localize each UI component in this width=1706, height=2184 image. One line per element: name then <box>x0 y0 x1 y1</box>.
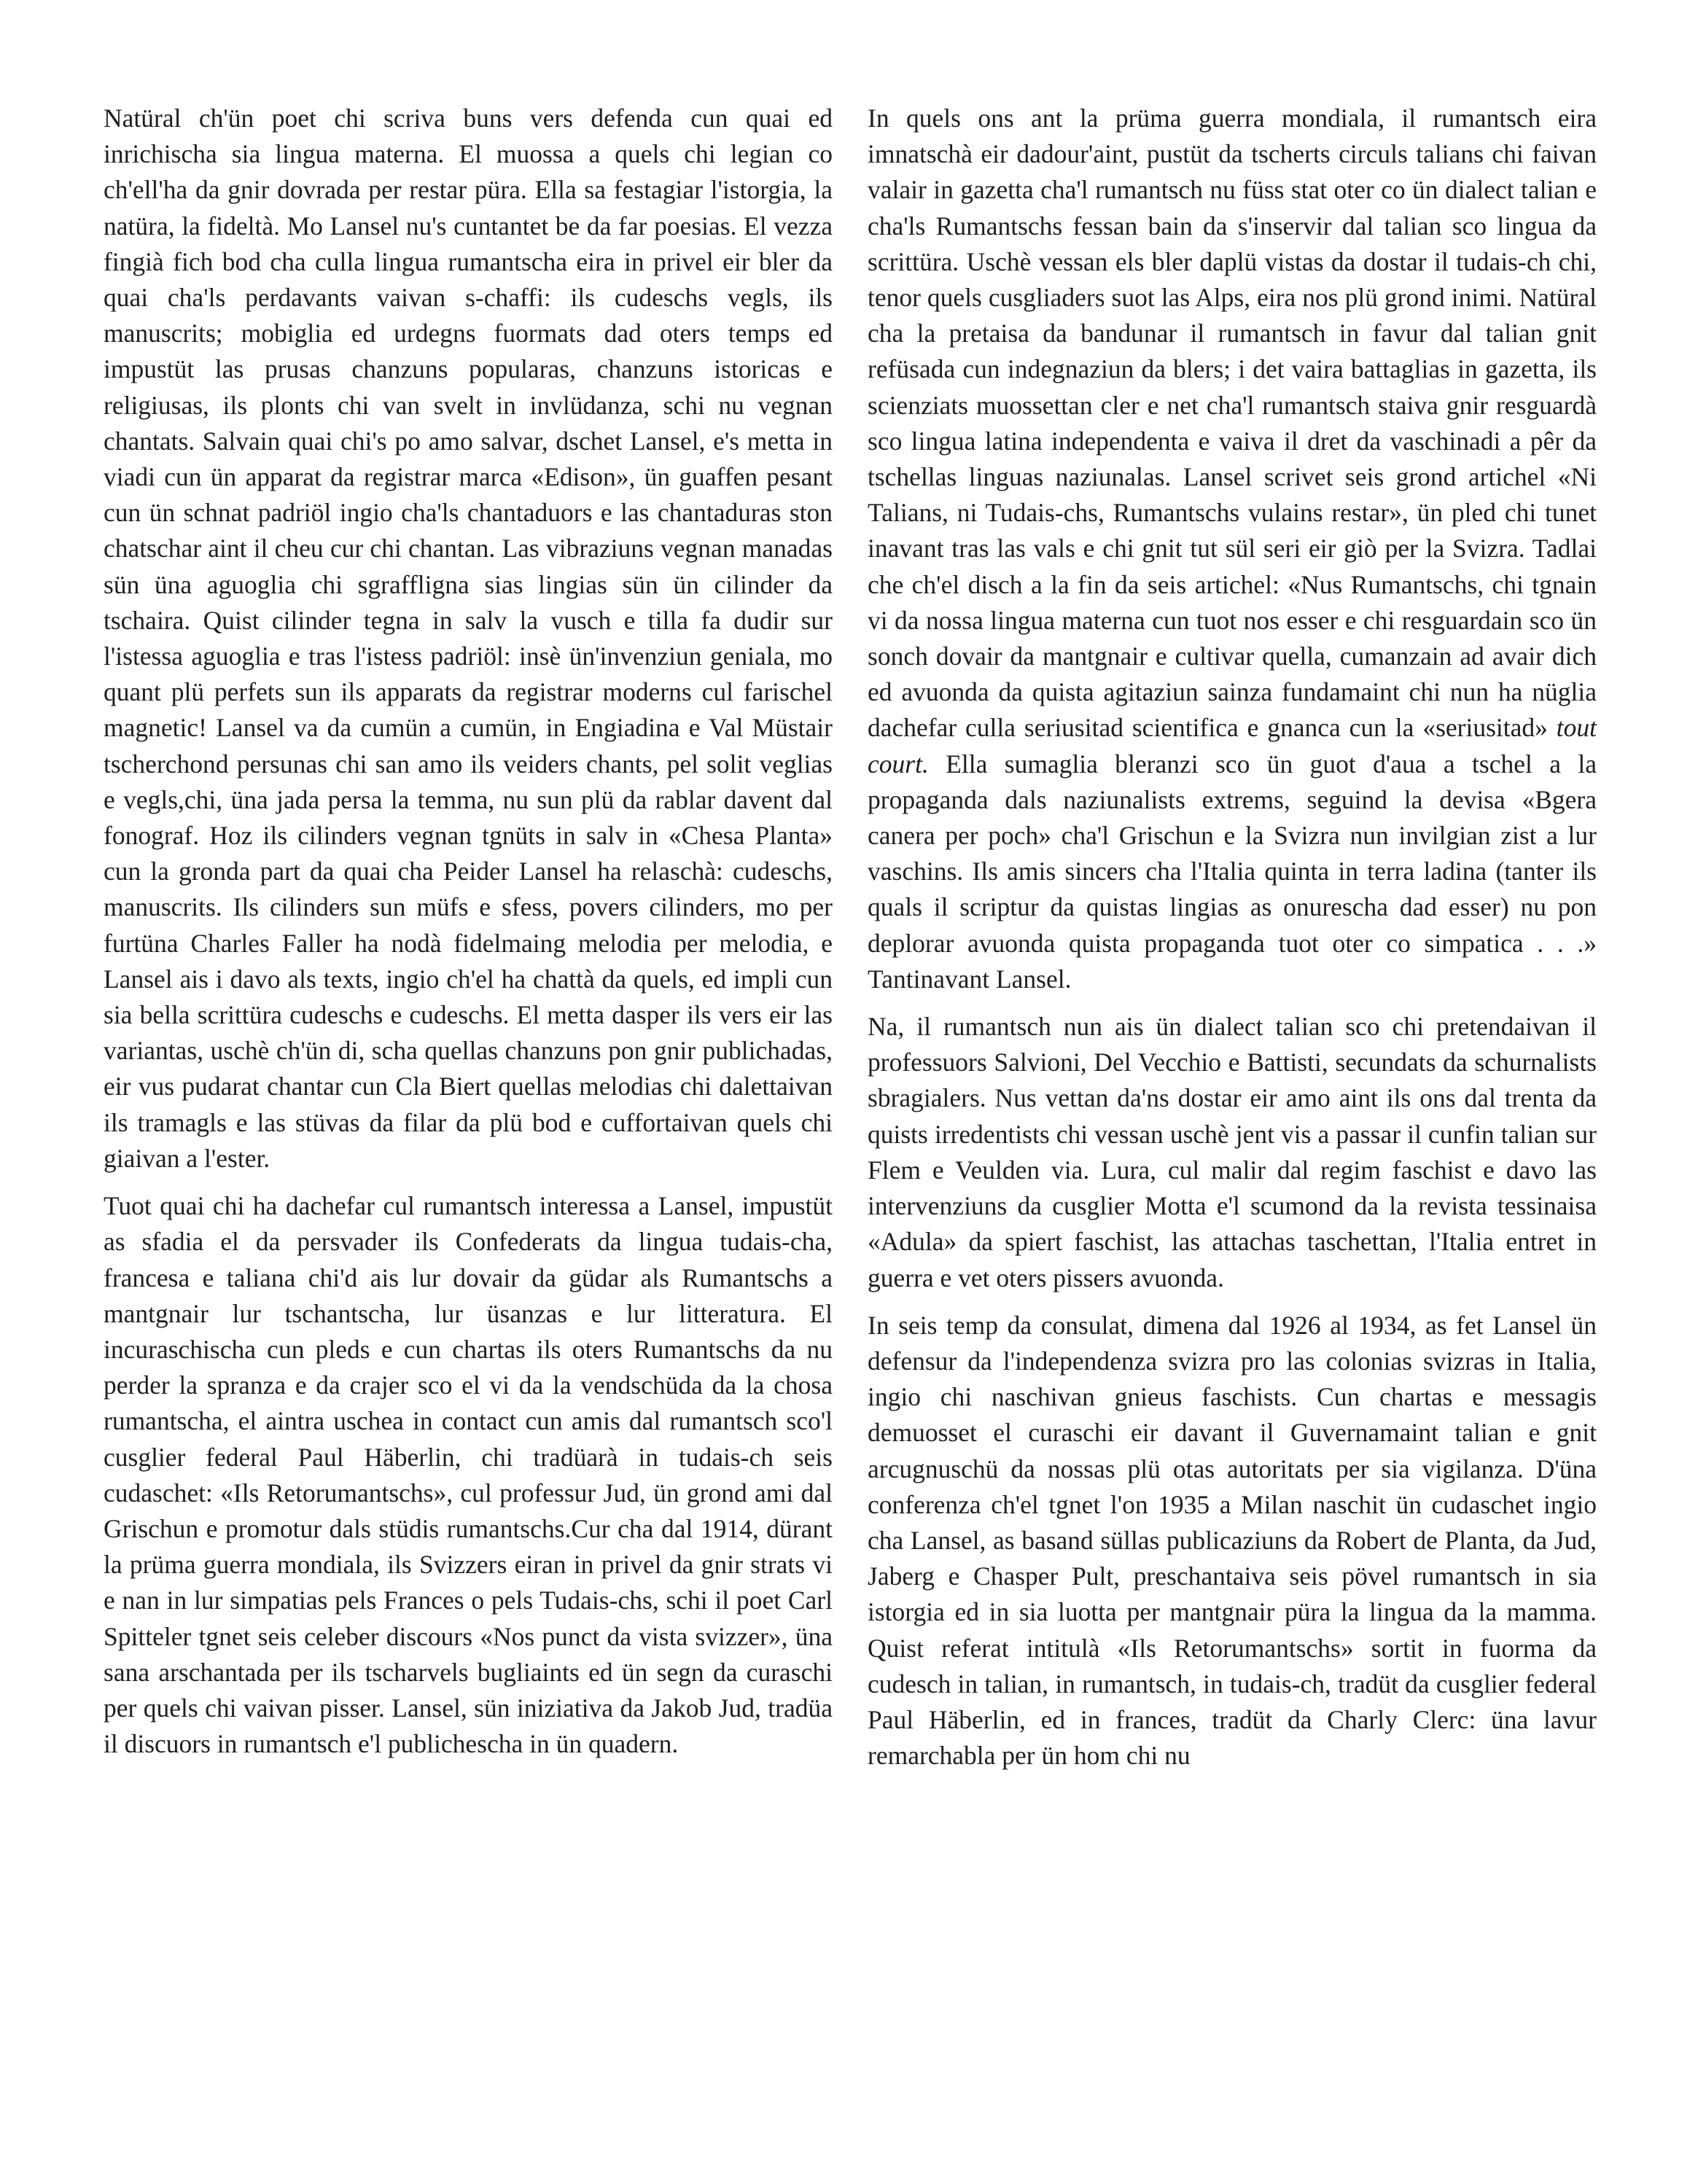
paragraph-irredentism <box>868 101 1597 997</box>
italic-phrase: tout court. <box>868 713 1597 779</box>
right-text-column <box>868 101 1597 1785</box>
left-text-column <box>104 101 833 1774</box>
paragraph-consulate: In seis temp da consulat, dimena dal 1926 al 1934, as fet Lansel ün defensur da l'independenza svizra pro las colonias svizras in Italia, ingio chi naschivan gnieus faschists. Cun chartas e messagis demuosset el curaschi eir davant il Guvernamaint talian e gnit arcugnuschü da nossas plü otas autoritats per sia vigilanza. D'üna conferenza ch'el tgnet l'on 1935 a Milan naschit ün cudaschet ingio cha Lansel, as basand süllas publicaziuns da Robert de Planta, da Jud, Jaberg e Chasper Pult, preschantaiva seis pövel rumantsch in sia istorgia ed in sia luotta per mantgnair püra la lingua da la mamma. Quist referat intitulà «Ils Retorumantschs» sortit in fuorma da cudesch in talian, in rumantsch, in tudais-ch, tradüt da cusglier federal Paul Häberlin, ed in frances, tradüt da Charly Clerc: üna lavur remarchabla per ün hom chi nu <box>868 1310 1597 1771</box>
paragraph-dialect-dispute: Na, il rumantsch nun ais ün dialect talian sco chi pretendaivan il professuors Salvioni, Del Vecchio e Battisti, secundats da schurnalists sbragialers. Nus vettan da'ns dostar eir amo aint ils ons dal trenta da quists irredentists chi vessan uschè jent vis a passar il cunfin talian sur Flem e Veulden via. Lura, cul malir dal regim faschist e davo las intervenziuns da cusglier Motta e'l scumond da la revista tessinaisa «Adula» da spiert faschist, las attachas taschettan, l'Italia entret in guerra e vet oters pissers avuonda. <box>868 1012 1597 1292</box>
paragraph-lansel-confederates: Tuot quai chi ha dachefar cul rumantsch interessa a Lansel, impustüt as sfadia el da persvader ils Confederats da lingua tudais-cha, francesa e taliana chi'd ais lur dovair da güdar als Rumantschs a mantgnair lur tschantscha, lur üsanzas e lur litteratura. El incuraschischa cun pleds e cun chartas ils oters Rumantschs da nu perder la spranza e da crajer sco el vi da la vendschüda da la chosa rumantscha, el aintra uschea in contact cun amis dal rumantsch sco'l cusglier federal Paul Häberlin, chi tradüarà in tudais-ch seis cudaschet: «Ils Retorumantschs», cul professur Jud, ün grond ami dal Grischun e promotur dals stüdis rumantschs.Cur cha dal 1914, dürant la prüma guerra mondiala, ils Svizzers eiran in privel da gnir strats vi e nan in lur simpatias pels Frances o pels Tudais-chs, schi il poet Carl Spitteler tgnet seis celeber discours «Nos punct da vista svizzer», üna sana arschantada per ils tscharvels bugliaints ed ün segn da curaschi per quels chi vaivan pisser. Lansel, sün iniziativa da Jakob Jud, tradüa il discuors in rumantsch e'l publichescha in ün quadern. <box>104 1191 833 1759</box>
paragraph-text: In quels ons ant la prüma guerra mondiala, il rumantsch eira imnatschà eir dadour'aint, pustüt da tscherts circuls talians chi faivan valair in gazetta cha'l rumantsch nu füss stat oter co ün dialect talian e cha'ls Rumantschs fessan bain da s'inservir dal talian sco lingua da scrittüra. Uschè vessan els bler daplü vistas da dostar il tudais-ch chi, tenor quels cusgliaders suot las Alps, eira nos plü grond inimi. Natüral cha la pretaisa da bandunar il rumantsch in favur dal talian gnit refüsada cun indegnaziun da blers; i det vaira battaglias in gazetta, ils scienziats muossettan cler e net cha'l rumantsch staiva gnir resguardà sco lingua latina independenta e vaiva il dret da vaschinadi a pêr da tschellas linguas naziunalas. Lansel scrivet seis grond artichel «Ni Talians, ni Tudais-chs, Rumantschs vulains restar», ün pled chi tunet inavant tras las vals e chi gnit tut sül seri eir giò per la Svizra. Tadlai che ch'el disch a la fin da seis artichel: «Nus Rumantschs, chi tgnain vi da nossa lingua materna cun tuot nos esser e chi resguardain sco ün sonch dovair da mantgnair e cultivar quella, cumanzain ad avair dich ed avuonda da quista agitaziun sainza fundamaint chi nun ha nüglia dachefar culla seriusitad scientifica e gnanca cun la «seriusitad» <box>868 104 1597 743</box>
paragraph-lansel-recordings: Natüral ch'ün poet chi scriva buns vers defenda cun quai ed inrichischa sia lingua materna. El muossa a quels chi legian co ch'ell'ha da gnir dovrada per restar püra. Ella sa festagiar l'istorgia, la natüra, la fideltà. Mo Lansel nu's cuntantet be da far poesias. El vezza fingià fich bod cha culla lingua rumantscha eira in privel eir bler da quai cha'ls perdavants vaivan s-chaffi: ils cudeschs vegls, ils manuscrits; mobiglia ed urdegns fuormats dad oters temps ed impustüt las prusas chanzuns popularas, chanzuns istoricas e religiusas, ils plonts chi van svelt in invlüdanza, schi nu vegnan chantats. Salvain quai chi's po amo salvar, dschet Lansel, e's metta in viadi cun ün apparat da registrar marca «Edison», ün guaffen pesant cun ün schnat padriöl ingio cha'ls chantaduors e las chantaduras ston chatschar aint il cheu cur chi chantan. Las vibraziuns vegnan manadas sün üna aguoglia chi sgraffligna sias lingias sün ün cilinder da tschaira. Quist cilinder tegna in salv la vusch e tilla fa dudir sur l'istessa aguoglia e tras l'istess padriöl: insè ün'invenziun geniala, mo quant plü perfets sun ils apparats da registrar moderns cul farischel magnetic! Lansel va da cumün a cumün, in Engiadina e Val Müstair tscherchond persunas chi san amo ils veiders chants, pel solit veglias e vegls,chi, üna jada persa la temma, nu sun plü da rablar davent dal fonograf. Hoz ils cilinders vegnan tgnüts in salv in «Chesa Planta» cun la gronda part da quai cha Peider Lansel ha relaschà: cudeschs, manuscrits. Ils cilinders sun müfs e sfess, povers cilinders, mo per furtüna Charles Faller ha nodà fidelmaing melodia per melodia, e Lansel ais i davo als texts, ingio ch'el ha chattà da quels, ed impli cun sia bella scrittüra cudeschs e cudeschs. El metta dasper ils vers eir las variantas, uschè ch'ün di, scha quellas chanzuns pon gnir publichadas, eir vus pudarat chantar cun Cla Biert quellas melodias chi dalettaivan ils tramagls e las stüvas da filar da plü bod e cuffortaivan quels chi giaivan a l'ester. <box>104 104 833 1173</box>
paragraph-text: Ella sumaglia bleranzi sco ün guot d'aua a tschel a la propaganda dals naziunalists extrems, seguind la devisa «Bgera canera per poch» cha'l Grischun e la Svizra nun invilgian zist a lur vaschins. Ils amis sincers cha l'Italia quinta in terra ladina (tanter ils quals il scriptur da quistas lingias as onurescha dad esser) nu pon deplorar avuonda quista propaganda tuot oter co simpatica . . .» Tantinavant Lansel. <box>868 749 1597 994</box>
